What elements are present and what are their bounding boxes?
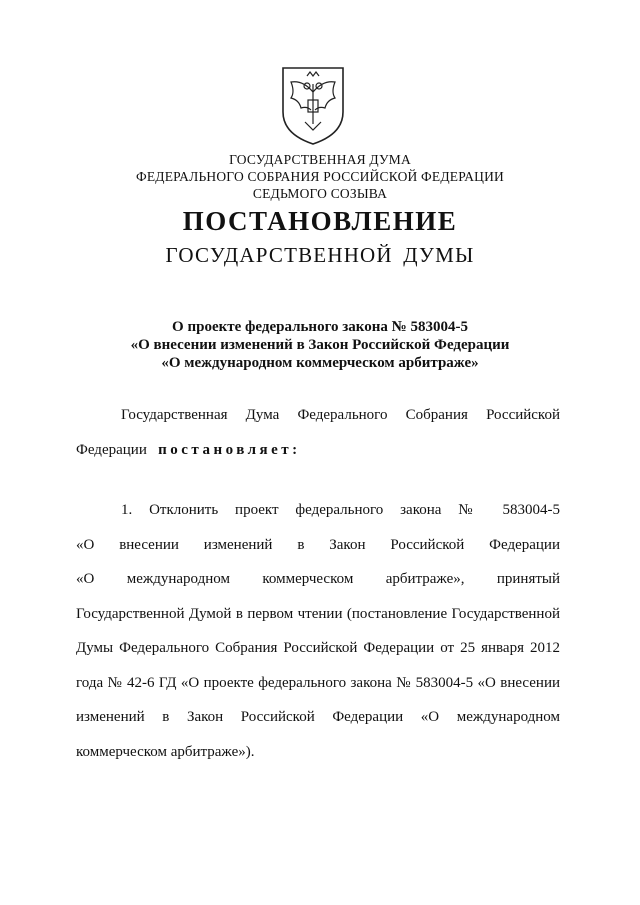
preamble-federation: Федерации — [76, 441, 147, 458]
document-subject — [0, 318, 640, 372]
item-line: 1. Отклонить проект федерального закона № 583004-5 — [121, 502, 560, 518]
item-line: изменений в Закон Российской Федерации «О международном — [76, 709, 560, 725]
duma-name: ГОСУДАРСТВЕННАЯ ДУМА — [229, 152, 411, 167]
subject-line: О проекте федерального закона № 583004-5 — [172, 319, 468, 335]
item-line: «О международном коммерческом арбитраже», принятый — [76, 571, 560, 587]
item-line: Государственной Думой в первом чтении (постановление Государственной — [76, 605, 560, 622]
item-line: года № 42-6 ГД «О проекте федерального закона № 583004-5 «О внесении — [76, 674, 560, 691]
item-1-paragraph — [76, 493, 560, 769]
item-line: коммерческом арбитраже»). — [76, 743, 255, 760]
subject-line: «О внесении изменений в Закон Российской Федерации — [130, 337, 510, 353]
preamble-paragraph — [76, 398, 560, 467]
decree-word: постановляет: — [158, 441, 301, 458]
coat-of-arms-icon — [277, 62, 349, 146]
document-type-title: ПОСТАНОВЛЕНИЕ — [182, 206, 458, 236]
convocation: СЕДЬМОГО СОЗЫВА — [252, 186, 388, 201]
item-line: «О внесении изменений в Закон Российской Федерации — [76, 536, 560, 553]
item-line: Думы Федерального Собрания Российской Федерации от 25 января 2012 — [76, 640, 560, 656]
federal-assembly-name: ФЕДЕРАЛЬНОГО СОБРАНИЯ РОССИЙСКОЙ ФЕДЕРАЦИИ — [136, 169, 504, 184]
document-issuer-subtitle: ГОСУДАРСТВЕННОЙ ДУМЫ — [165, 243, 475, 267]
preamble-line — [76, 433, 560, 468]
preamble-line: Государственная Дума Федерального Собрания Российской — [121, 407, 560, 423]
subject-line: «О международном коммерческом арбитраже» — [161, 355, 479, 371]
